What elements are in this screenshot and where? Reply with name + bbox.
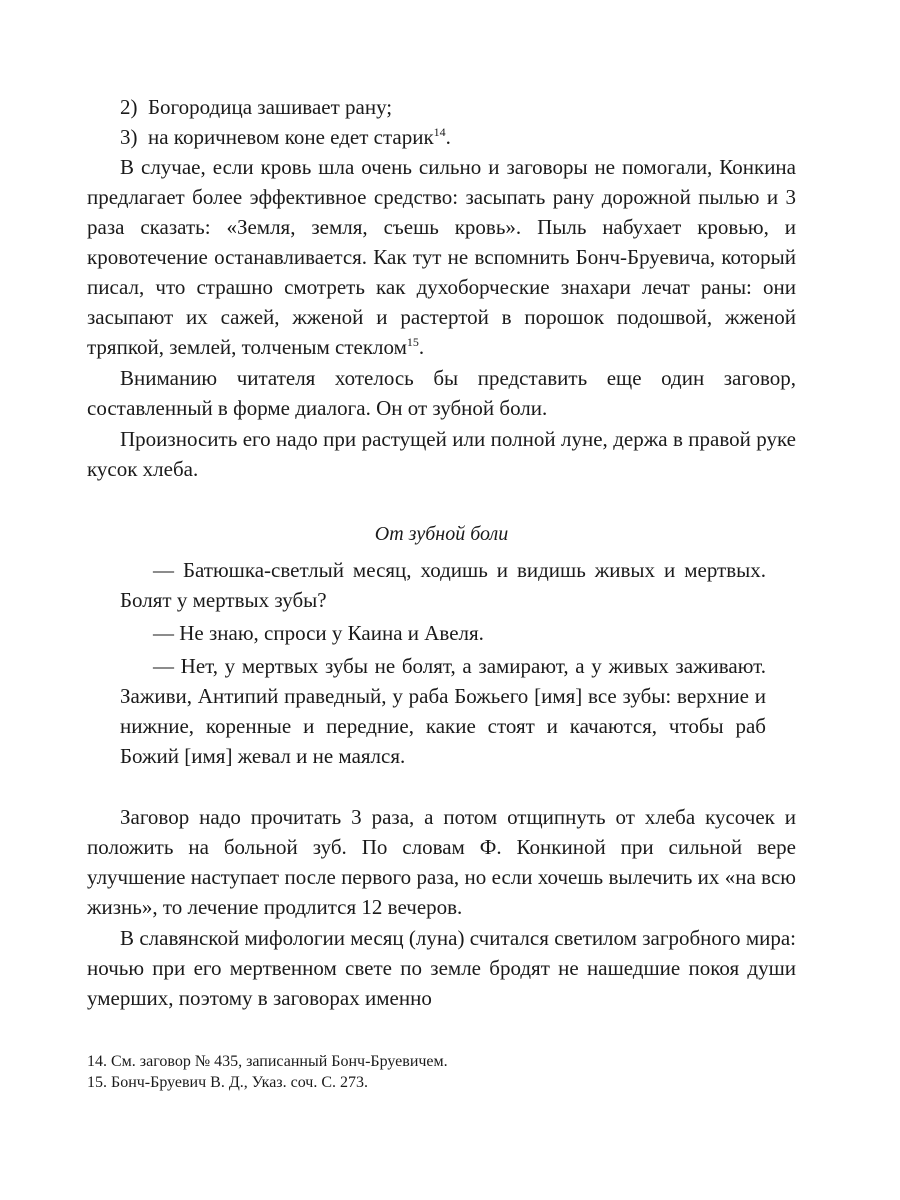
charm-dialogue <box>120 555 766 771</box>
footnote-ref-14: 14 <box>433 125 446 139</box>
list-item-label: 2) <box>120 95 138 119</box>
list-item-text: на коричневом коне едет старик <box>148 125 434 149</box>
paragraph-bleeding: В случае, если кровь шла очень сильно и заговоры не помогали, Конкина предлагает более эффективное средство: засыпать рану дорожной пылью и 3 раза сказать: «Земля, земля, съешь кровь». Пыль набухает кровью, и кровотечение останавливается. Как тут не вспомнить Бонч-Бруевича, который писал, что страшно смотреть как духоборческие знахари лечат раны: они засыпают их сажей, жженой и растертой в порошок подошвой, жженой тряпкой, землей, толченым стеклом$^{15}$. <box>87 155 796 359</box>
dialogue-line: — Батюшка-светлый месяц, ходишь и видишь живых и мертвых. Болят у мертвых зубы? <box>120 558 766 612</box>
paragraph-intro-charm: Вниманию читателя хотелось бы представить еще один заговор, составленный в форме диалога. Он от зубной боли. <box>87 366 796 420</box>
footnote-text: Бонч-Бруевич В. Д., Указ. соч. С. 273. <box>111 1074 369 1091</box>
footnote-number: 15. <box>87 1074 107 1091</box>
footnote-ref-15: 15 <box>406 335 419 349</box>
footnote-15 <box>87 1072 796 1093</box>
list-item-2 <box>87 92 796 122</box>
paragraph-instructions: Заговор надо прочитать 3 раза, а потом отщипнуть от хлеба кусочек и положить на больной зуб. По словам Ф. Конкиной при сильной вере улучшение наступает после первого раза, но если хочешь вылечить их «на всю жизнь», то лечение продлится 12 вечеров. <box>87 805 796 919</box>
footnote-number: 14. <box>87 1053 107 1070</box>
footnote-text: См. заговор № 435, записанный Бонч-Бруевичем. <box>111 1053 448 1070</box>
dialogue-line: — Нет, у мертвых зубы не болят, а замирают, а у живых заживают. Заживи, Антипий праведный, у раба Божьего [имя] все зубы: верхние и нижние, коренные и передние, какие стоят и качаются, чтобы раб Божий [имя] жевал и не маялся. <box>120 654 766 768</box>
list-item-label: 3) <box>120 125 138 149</box>
list-item-3 <box>87 122 796 152</box>
charm-title: От зубной боли <box>374 523 509 545</box>
footnotes <box>87 1051 796 1093</box>
dialogue-line: — Не знаю, спроси у Каина и Авеля. <box>153 621 484 645</box>
paragraph-mythology: В славянской мифологии месяц (луна) считался светилом загробного мира: ночью при его мертвенном свете по земле бродят не нашедшие покоя души умерших, поэтому в заговорах именно <box>87 926 796 1010</box>
footnote-14 <box>87 1051 796 1072</box>
main-text <box>87 92 796 1013</box>
paragraph-moon-instruction: Произносить его надо при растущей или полной луне, держа в правой руке кусок хлеба. <box>87 427 796 481</box>
list-item-text: Богородица зашивает рану; <box>148 95 393 119</box>
list-item-tail: . <box>445 125 451 149</box>
